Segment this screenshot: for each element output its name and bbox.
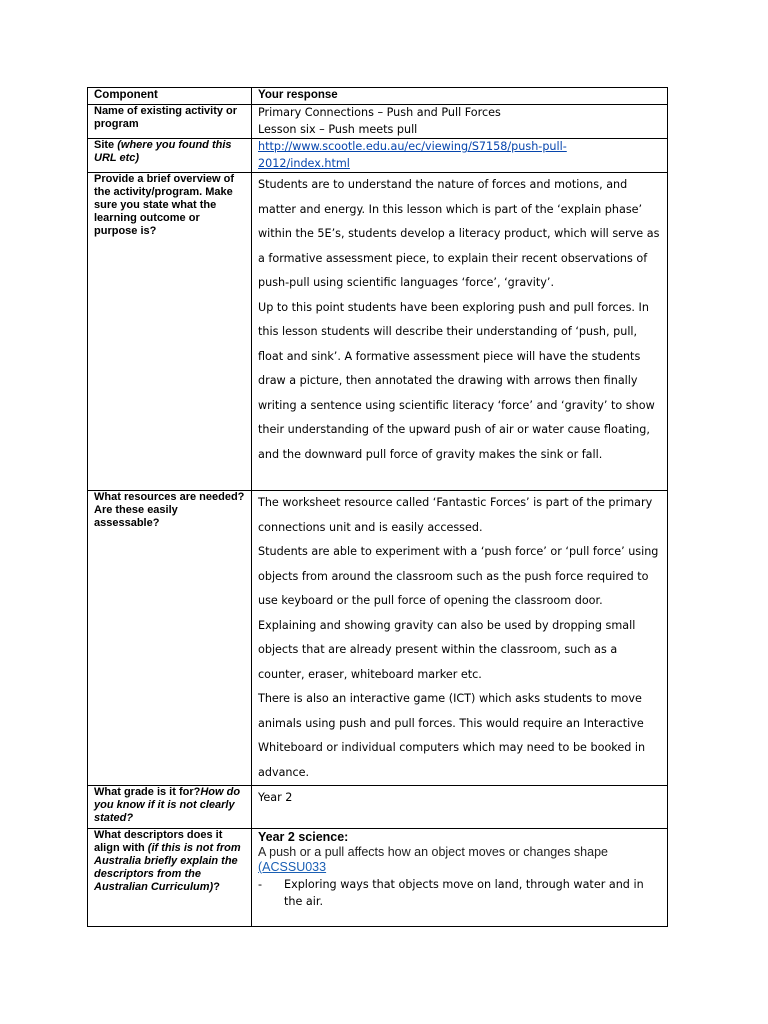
row-overview	[88, 173, 668, 491]
table-header-row	[88, 88, 668, 105]
site-url-line1: http://www.scootle.edu.au/ec/viewing/S7158/push-pull-	[258, 140, 567, 153]
response-descriptors	[252, 829, 668, 927]
label-name: Name of existing activity or program	[88, 105, 252, 139]
label-site-italic: (where you found this URL etc)	[94, 139, 232, 164]
lesson-name: Lesson six – Push meets pull	[258, 122, 418, 136]
bullet-text: Exploring ways that objects move on land, through water and in the air.	[284, 878, 644, 908]
header-response: Your response	[252, 88, 668, 105]
label-site	[88, 139, 252, 173]
response-site	[252, 139, 668, 173]
descriptor-title: Year 2 science:	[258, 830, 349, 844]
site-url-link[interactable]	[258, 140, 567, 170]
response-resources	[252, 491, 668, 786]
lesson-evaluation-table	[87, 87, 668, 927]
bullet-dash: -	[258, 878, 263, 891]
label-descriptors-main: What descriptors does it align with	[94, 829, 223, 854]
descriptor-code-link[interactable]: (ACSSU033	[258, 860, 327, 874]
label-resources: What resources are needed? Are these easily assessable?	[88, 491, 252, 786]
response-name	[252, 105, 668, 139]
resources-paragraph-1: The worksheet resource called ‘Fantastic Forces’ is part of the primary connections unit and is easily accessed.	[258, 496, 653, 534]
descriptor-bullet	[258, 877, 662, 910]
row-grade	[88, 786, 668, 829]
row-descriptors	[88, 829, 668, 927]
header-component: Component	[88, 88, 252, 105]
label-grade-italic: How do you know if it is not clearly stated?	[94, 786, 241, 824]
label-descriptors	[88, 829, 252, 927]
program-name: Primary Connections – Push and Pull Forces	[258, 106, 501, 119]
label-descriptors-end: ?	[213, 881, 220, 893]
label-grade	[88, 786, 252, 829]
resources-paragraph-2: Students are able to experiment with a ‘push force’ or ‘pull force’ using objects from around the classroom such as the push force required to use keyboard or the pull force of opening the classroom door. Explaining and showing gravity can also be used by dropping small objects that are already present within the classroom, such as a counter, eraser, whiteboard marker etc.	[258, 545, 659, 681]
overview-paragraph-1: Students are to understand the nature of forces and motions, and matter and energy. In this lesson which is part of the ‘explain phase’ within the 5E’s, students develop a literacy product, which will serve as a formative assessment piece, to explain their recent observations of push-pull using scientific languages ‘force’, ‘gravity’.	[258, 178, 660, 289]
response-grade	[252, 786, 668, 829]
descriptor-text	[258, 845, 662, 875]
label-site-main: Site	[94, 139, 118, 151]
label-descriptors-italic: (if this is not from Australia briefly explain the descriptors from the Australian Curriculum)	[94, 842, 241, 893]
label-overview: Provide a brief overview of the activity/program. Make sure you state what the learning outcome or purpose is?	[88, 173, 252, 491]
row-name	[88, 105, 668, 139]
resources-paragraph-3: There is also an interactive game (ICT) which asks students to move animals using push and pull forces. This would require an Interactive Whiteboard or individual computers which may need to be booked in advance.	[258, 692, 646, 779]
row-resources	[88, 491, 668, 786]
site-url-line2: 2012/index.html	[258, 156, 350, 170]
grade-value: Year 2	[258, 791, 293, 804]
descriptor-statement: A push or a pull affects how an object moves or changes shape	[258, 845, 608, 859]
row-site	[88, 139, 668, 173]
response-overview	[252, 173, 668, 491]
overview-paragraph-2: Up to this point students have been exploring push and pull forces. In this lesson students will describe their understanding of ‘push, pull, float and sink’. A formative assessment piece will have the students draw a picture, then annotated the drawing with arrows then finally writing a sentence using scientific literacy ‘force’ and ‘gravity’ to show their understanding of the upward push of air or water cause floating, and the downward pull force of gravity makes the sink or fall.	[258, 300, 655, 461]
label-grade-main: What grade is it for?	[94, 786, 201, 798]
